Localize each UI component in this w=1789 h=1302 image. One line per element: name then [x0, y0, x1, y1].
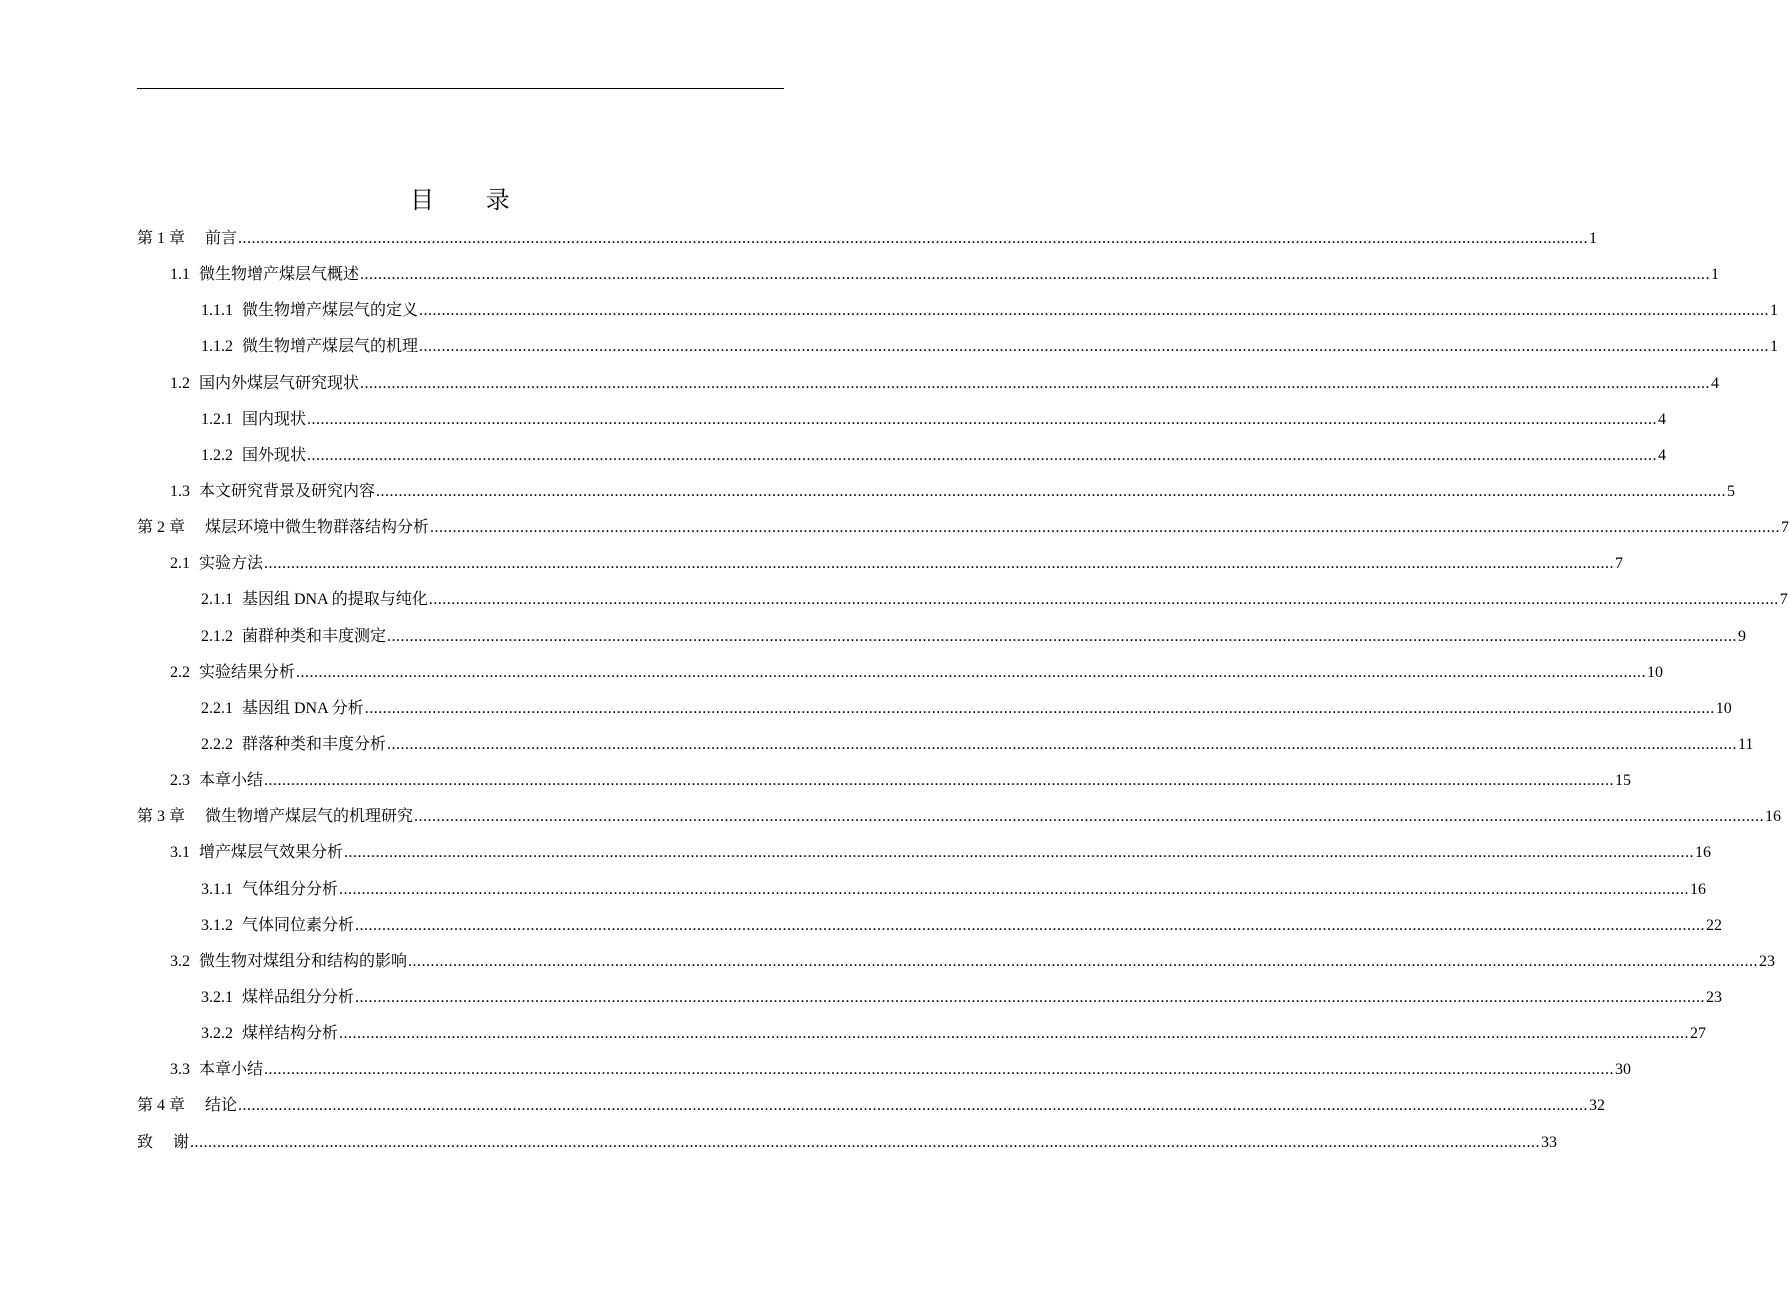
toc-entry-title: 微生物增产煤层气的机理研究	[205, 808, 414, 826]
toc-entry-title: 国外现状	[242, 446, 307, 464]
toc-entry-page-number: 16	[1695, 844, 1712, 862]
toc-dot-leader: ............................................................................................................................................................................................................................................................................................................	[339, 1025, 1690, 1043]
toc-entry[interactable]	[137, 799, 1782, 835]
toc-entry-title: 气体组分分析	[242, 880, 339, 898]
toc-entry-page-number: 7	[1779, 591, 1788, 609]
toc-entry-number: 第 4 章	[137, 1097, 186, 1115]
toc-dot-leader: ............................................................................................................................................................................................................................................................................................................	[339, 880, 1690, 898]
toc-entry-title: 增产煤层气效果分析	[199, 844, 344, 862]
toc-entry-number: 2.2.1	[201, 699, 233, 717]
toc-entry[interactable]	[137, 510, 1789, 546]
toc-entry[interactable]	[137, 727, 1754, 763]
toc-entry-page-number: 1	[1770, 302, 1779, 320]
toc-entry-number: 第 1 章	[137, 230, 186, 247]
toc-entry-page-number: 11	[1738, 735, 1754, 753]
toc-entry[interactable]	[137, 366, 1720, 402]
toc-dot-leader: ............................................................................................................................................................................................................................................................................................................	[414, 808, 1765, 826]
toc-entry-page-number: 7	[1781, 519, 1789, 537]
toc-entry[interactable]	[137, 835, 1712, 871]
toc-entry-page-number: 1	[1770, 338, 1779, 356]
toc-entry[interactable]	[137, 619, 1747, 655]
toc-dot-leader: ............................................................................................................................................................................................................................................................................................................	[355, 916, 1706, 934]
toc-dot-leader: ............................................................................................................................................................................................................................................................................................................	[419, 302, 1770, 320]
toc-entry-title: 群落种类和丰度分析	[242, 735, 387, 753]
toc-entry-page-number: 15	[1615, 772, 1632, 790]
toc-entry-number: 3.2.2	[201, 1025, 233, 1043]
toc-entry-number: 1.3	[170, 482, 190, 500]
toc-entry-title: 本章小结	[199, 1061, 264, 1079]
toc-entry-number: 2.1.1	[201, 591, 233, 609]
toc-entry[interactable]	[137, 329, 1779, 365]
toc-entry-number: 1.2	[170, 374, 190, 392]
toc-entry-number: 3.3	[170, 1061, 190, 1079]
toc-dot-leader: ............................................................................................................................................................................................................................................................................................................	[264, 772, 1615, 790]
toc-entry-page-number: 10	[1647, 663, 1664, 681]
toc-entry[interactable]	[137, 763, 1632, 799]
toc-entry-number: 致	[137, 1133, 154, 1151]
toc-entry[interactable]	[137, 1125, 1558, 1161]
toc-entry-number: 1.1.2	[201, 338, 233, 356]
toc-entry-page-number: 7	[1615, 555, 1624, 573]
toc-entry-title: 本文研究背景及研究内容	[199, 482, 376, 500]
toc-entry[interactable]	[137, 546, 1624, 582]
toc-entry-number: 2.3	[170, 772, 190, 790]
toc-dot-leader: ............................................................................................................................................................................................................................................................................................................	[238, 230, 1589, 247]
toc-entry-page-number: 16	[1690, 880, 1707, 898]
toc-entry-title: 微生物对煤组分和结构的影响	[199, 952, 408, 970]
toc-entry-number: 3.1	[170, 844, 190, 862]
page-title: 目 录	[410, 186, 532, 215]
toc-entry-title: 气体同位素分析	[242, 916, 355, 934]
toc-entry-title: 煤层环境中微生物群落结构分析	[205, 519, 430, 537]
toc-entry[interactable]	[137, 655, 1664, 691]
toc-entry-title: 谢	[173, 1133, 190, 1151]
toc-entry-page-number: 22	[1706, 916, 1723, 934]
toc-entry-number: 1.1	[170, 266, 190, 284]
toc-entry-number: 2.2.2	[201, 735, 233, 753]
toc-entry-number: 3.1.2	[201, 916, 233, 934]
toc-entry-title: 微生物增产煤层气的机理	[242, 338, 419, 356]
toc-entry[interactable]	[137, 908, 1723, 944]
toc-dot-leader: ............................................................................................................................................................................................................................................................................................................	[296, 663, 1647, 681]
toc-entry-title: 国内外煤层气研究现状	[199, 374, 360, 392]
toc-entry-number: 1.2.2	[201, 446, 233, 464]
toc-entry-page-number: 1	[1589, 230, 1598, 247]
toc-entry[interactable]	[137, 980, 1723, 1016]
toc-dot-leader: ............................................................................................................................................................................................................................................................................................................	[264, 1061, 1615, 1079]
toc-entry[interactable]	[137, 402, 1667, 438]
toc-entry[interactable]	[137, 438, 1667, 474]
toc-dot-leader: ............................................................................................................................................................................................................................................................................................................	[376, 482, 1727, 500]
toc-entry-title: 微生物增产煤层气的定义	[242, 302, 419, 320]
toc-entry-page-number: 33	[1541, 1133, 1558, 1151]
toc-entry[interactable]	[137, 582, 1788, 618]
toc-entry[interactable]	[137, 1088, 1606, 1124]
toc-entry-title: 煤样品组分分析	[242, 988, 355, 1006]
toc-dot-leader: ............................................................................................................................................................................................................................................................................................................	[419, 338, 1770, 356]
toc-entry-title: 基因组 DNA 的提取与纯化	[242, 591, 428, 609]
toc-dot-leader: ............................................................................................................................................................................................................................................................................................................	[264, 555, 1615, 573]
toc-entry-number: 第 3 章	[137, 808, 186, 826]
toc-dot-leader: ............................................................................................................................................................................................................................................................................................................	[360, 266, 1711, 284]
toc-entry[interactable]	[137, 691, 1732, 727]
toc-entry-title: 基因组 DNA 分析	[242, 699, 364, 717]
toc-entry-page-number: 32	[1589, 1097, 1606, 1115]
toc-entry-title: 实验结果分析	[199, 663, 296, 681]
toc-entry-number: 第 2 章	[137, 519, 186, 537]
toc-entry[interactable]	[137, 1016, 1707, 1052]
toc-entry-page-number: 9	[1738, 627, 1747, 645]
toc-entry-number: 3.2.1	[201, 988, 233, 1006]
toc-entry-title: 实验方法	[199, 555, 264, 573]
toc-dot-leader: ............................................................................................................................................................................................................................................................................................................	[387, 735, 1738, 753]
toc-dot-leader: ............................................................................................................................................................................................................................................................................................................	[408, 952, 1759, 970]
toc-entry-page-number: 4	[1658, 410, 1667, 428]
toc-entry[interactable]	[137, 872, 1707, 908]
toc-dot-leader: ............................................................................................................................................................................................................................................................................................................	[344, 844, 1695, 862]
toc-entry[interactable]	[137, 293, 1779, 329]
toc-dot-leader: ............................................................................................................................................................................................................................................................................................................	[387, 627, 1738, 645]
header-rule	[137, 88, 784, 89]
toc-dot-leader: ............................................................................................................................................................................................................................................................................................................	[355, 988, 1706, 1006]
toc-dot-leader: ............................................................................................................................................................................................................................................................................................................	[238, 1097, 1589, 1115]
toc-entry-page-number: 4	[1711, 374, 1720, 392]
toc-entry-title: 微生物增产煤层气概述	[199, 266, 360, 284]
toc-entry-title: 国内现状	[242, 410, 307, 428]
toc-entry-number: 1.2.1	[201, 410, 233, 428]
toc-entry-page-number: 16	[1765, 808, 1782, 826]
toc-dot-leader: ............................................................................................................................................................................................................................................................................................................	[360, 374, 1711, 392]
toc-dot-leader: ............................................................................................................................................................................................................................................................................................................	[428, 591, 1779, 609]
toc-dot-leader: ............................................................................................................................................................................................................................................................................................................	[364, 699, 1715, 717]
toc-entry[interactable]	[137, 221, 1598, 257]
toc-entry-title: 菌群种类和丰度测定	[242, 627, 387, 645]
toc-entry[interactable]	[137, 474, 1736, 510]
toc-entry-number: 2.2	[170, 663, 190, 681]
toc-entry-number: 2.1.2	[201, 627, 233, 645]
toc-dot-leader: ............................................................................................................................................................................................................................................................................................................	[307, 446, 1658, 464]
toc-entry[interactable]	[137, 944, 1776, 980]
toc-entry-page-number: 27	[1690, 1025, 1707, 1043]
toc-entry-page-number: 1	[1711, 266, 1720, 284]
toc-entry-title: 前言	[205, 230, 238, 247]
toc-entry[interactable]	[137, 1052, 1632, 1088]
toc-dot-leader: ............................................................................................................................................................................................................................................................................................................	[307, 410, 1658, 428]
toc-entry-title: 结论	[205, 1097, 238, 1115]
toc-entry-number: 3.1.1	[201, 880, 233, 898]
toc-entry[interactable]	[137, 257, 1720, 293]
table-of-contents	[137, 221, 1789, 1161]
toc-entry-title: 本章小结	[199, 772, 264, 790]
toc-entry-number: 2.1	[170, 555, 190, 573]
toc-entry-page-number: 23	[1759, 952, 1776, 970]
toc-dot-leader: ............................................................................................................................................................................................................................................................................................................	[190, 1133, 1541, 1151]
toc-entry-page-number: 30	[1615, 1061, 1632, 1079]
toc-entry-page-number: 23	[1706, 988, 1723, 1006]
toc-entry-number: 1.1.1	[201, 302, 233, 320]
toc-entry-page-number: 10	[1715, 699, 1732, 717]
toc-entry-number: 3.2	[170, 952, 190, 970]
toc-entry-page-number: 5	[1727, 482, 1736, 500]
toc-dot-leader: ............................................................................................................................................................................................................................................................................................................	[430, 519, 1781, 537]
toc-entry-title: 煤样结构分析	[242, 1025, 339, 1043]
toc-entry-page-number: 4	[1658, 446, 1667, 464]
